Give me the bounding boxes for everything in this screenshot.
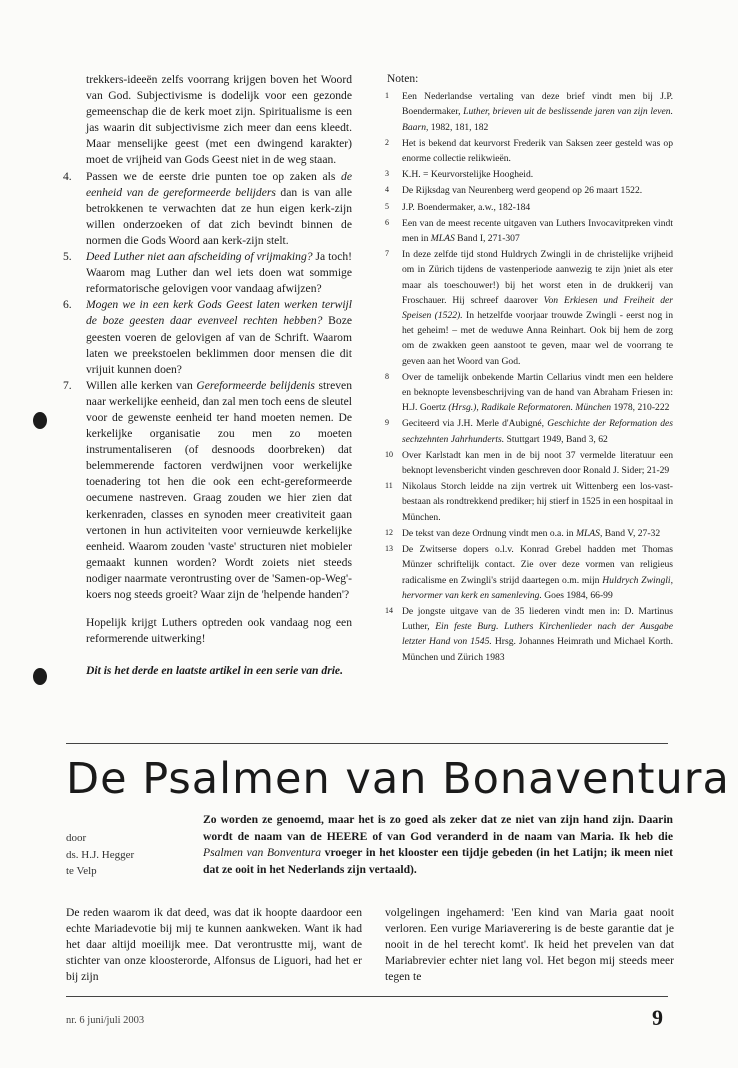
- note-item: 1 Een Nederlandse vertaling van deze brief vindt men bij J.P. Boendermaker, Luther, brieven uit de beslissende jaren van zijn leven. Baarn, 1982, 181, 182: [387, 89, 673, 135]
- note-item: 8 Over de tamelijk onbekende Martin Cellarius vindt men een heldere en beknopte levensbeschrijving van de hand van Abraham Friesen in: H.J. Goertz (Hrsg.), Radikale Reformatoren. München 1978, 210-222: [387, 370, 673, 416]
- list-item: 5. Deed Luther niet aan afscheiding of vrijmaking? Ja toch! Waarom mag Luther dan wel iets doen wat sommige reformatorische gelovigen voor vandaag afwijzen?: [63, 250, 353, 296]
- issue-label: nr. 6 juni/juli 2003: [66, 1015, 145, 1026]
- note-item: 10 Over Karlstadt kan men in de bij noot 37 vermelde literatuur een beknopt levensbericht vinden geschreven door Ronald J. Sider; 21-29: [387, 448, 673, 478]
- note-item: 13 De Zwitserse dopers o.l.v. Konrad Grebel hadden met Thomas Münzer schriftelijk contact. Zie over deze vormen van religieus radicalisme en Zwingli's strijd daartegen o.m. mijn Huldrych Zwingli, hervormer van kerk en samenleving. Goes 1984, 66-99: [387, 542, 673, 603]
- article-intro: Zo worden ze genoemd, maar het is zo goed als zeker dat ze niet van zijn hand zijn. Daarin wordt de naam van de HEERE of van God veranderd in de naam van Maria. Ik heb die Psalmen van Bonventura vroeger in het klooster een tijdje gebeden (in het Latijn; ik meen niet dat ze ooit in het Nederlands zijn vertaald).: [203, 813, 673, 876]
- note-number: 5: [385, 201, 389, 211]
- note-number: 4: [385, 185, 389, 195]
- note-number: 7: [385, 249, 389, 259]
- note-number: 2: [385, 137, 389, 147]
- note-item: 2 Het is bekend dat keurvorst Frederik van Saksen zeer gesteld was op enorme collectie relikwieën.: [387, 136, 673, 166]
- note-item: 7 In deze zelfde tijd stond Huldrych Zwingli in de christelijke vrijheid om in Zürich tijdens de vastenperiode aanwezig te zijn )niet als eter maar als toeschouwer!) bij het worst eten in de drukkerij van Froschauer. Hij schreef daarover Von Erkiesen und Freiheit der Speisen (1522). In hetzelfde voorjaar trouwde Zwingli - eerst nog in het geheim! – met de weduwe Anna Reinhart. Ook bij hem de zorg om de zwakken geen aanstoot te geven, maar wel de voorrang te geven aan het Woord van God.: [387, 247, 673, 369]
- article-body-right: volgelingen ingehamerd: 'Een kind van Maria gaat nooit verloren. Een vurige Mariaverering is de beste garantie dat je nooit in de hel terecht komt'. Ik heid het prevelen van dat Mariabrevier echter niet lang vol. Het begon mij steeds meer tegen te: [385, 906, 674, 984]
- note-number: 8: [385, 371, 389, 381]
- punch-hole-top: [33, 412, 47, 429]
- note-number: 11: [385, 481, 393, 491]
- article-body-left: De reden waarom ik dat deed, was dat ik hoopte daardoor een echte Mariadevotie bij mij te kunnen aankweken. Want ik had het daar altijd moeilijk mee. Dat verontrustte mij, want de stichter van onze kloosterorde, Alfonsus de Liguori, had het er bij zijn: [66, 906, 362, 984]
- note-item: 11 Nikolaus Storch leidde na zijn vertrek uit Wittenberg een los-vast-bestaan als rondtrekkend prediker; hij stierf in 1525 in een hospitaal in München.: [387, 479, 673, 525]
- list-item: 4. Passen we de eerste drie punten toe op zaken als de eenheid van de gereformeerde belijders dan is van alle betrokkenen te verwachten dat ze hun eigen kerk-zijn willen onderzoeken of dat zich bevindt binnen de normen die Gods Woord aan kerk-zijn stelt.: [63, 169, 352, 247]
- closing-paragraph: Hopelijk krijgt Luthers optreden ook vandaag nog een reformerende uitwerking!: [86, 616, 352, 646]
- note-number: 13: [385, 544, 393, 554]
- notes-column: [387, 72, 673, 666]
- footer-divider: [66, 996, 668, 997]
- byline-line: door: [66, 832, 87, 844]
- list-item: 6. Mogen we in een kerk Gods Geest laten werken terwijl de boze geesten daar evenveel rechten hebben? Boze geesten voeren de gelovigen af van de Schrift. Waarom laten we preekstoelen beklimmen door mensen die dit vrijuit kunnen doen?: [63, 298, 352, 376]
- continuation-paragraph: trekkers-ideeën zelfs voorrang krijgen boven het Woord van God. Subjectivisme is dodelijk voor een gezonde gemeenschap die de kerk moet zijn. Spiritualisme is een jas waarin dit subjectivisme zich meer dan eens kleedt. Maar menselijke geest (met een dwingend karakter) moet de vrijheid van Gods Geest niet in de weg staan.: [86, 73, 352, 167]
- section-divider: [66, 743, 668, 744]
- article-title: De Psalmen van Bonaventura: [66, 754, 730, 804]
- byline: [66, 830, 134, 880]
- punch-hole-bottom: [33, 668, 47, 685]
- note-item: 3 K.H. = Keurvorstelijke Hoogheid.: [387, 167, 673, 182]
- byline-location: te Velp: [66, 865, 97, 877]
- note-number: 10: [385, 449, 393, 459]
- note-item: 4 De Rijksdag van Neurenberg werd geopend op 26 maart 1522.: [387, 183, 673, 198]
- note-item: 6 Een van de meest recente uitgaven van Luthers Invocavitpreken vindt men in MLAS Band I, 271-307: [387, 216, 673, 246]
- series-note: Dit is het derde en laatste artikel in een serie van drie.: [86, 664, 343, 678]
- note-number: 14: [385, 605, 393, 615]
- note-number: 9: [385, 418, 389, 428]
- note-number: 3: [385, 169, 389, 179]
- note-item: 5 J.P. Boendermaker, a.w., 182-184: [387, 200, 673, 215]
- list-item: 7. Willen alle kerken van Gereformeerde belijdenis streven naar werkelijke eenheid, dan zal men toch eens de sleutel voor de gewenste eenheid ter hand moeten nemen. De kerkelijke organisatie zou men zo moeten instrumentaliseren (of desnoods doorbreken) dat belemmerende factoren verdwijnen voor werkelijke toenadering tot hen die ook een echt-gereformeerde oecumene nastreven. Graag zouden we hier zien dat kerkenraden, classes en synoden meer creativiteit gaan vertonen in hun activiteiten voor vernieuwde kerkelijke eenheid. Waarom zouden 'vaste' structuren niet mobieler gemaakt kunnen worden? Wordt zoiets niet steeds nodiger naarmate verontrusting over de 'Samen-op-Weg'-koers nog steeds groeit? Waar zijn de 'helpende handen'?: [63, 378, 352, 601]
- note-item: 9 Geciteerd via J.H. Merle d'Aubigné, Geschichte der Reformation des sechzehnten Jahrhunderts. Stuttgart 1949, Band 3, 62: [387, 416, 673, 446]
- note-number: 12: [385, 527, 393, 537]
- notes-list: [387, 89, 673, 665]
- page-number: 9: [652, 1005, 663, 1030]
- note-item: 14 De jongste uitgave van de 35 liederen vindt men in: D. Martinus Luther, Ein feste Burg. Luthers Kirchenlieder nach der Ausgabe letzter Hand von 1545. Hrsg. Johannes Heimrath und Michael Korth. München und Zürich 1983: [387, 604, 673, 665]
- byline-author: ds. H.J. Hegger: [66, 848, 135, 861]
- note-item: 12 De tekst van deze Ordnung vindt men o.a. in MLAS, Band V, 27-32: [387, 526, 673, 541]
- notes-heading: Noten:: [387, 73, 419, 85]
- numbered-list: [63, 169, 353, 604]
- note-number: 1: [385, 91, 389, 101]
- left-column: [63, 72, 353, 679]
- note-number: 6: [385, 217, 389, 227]
